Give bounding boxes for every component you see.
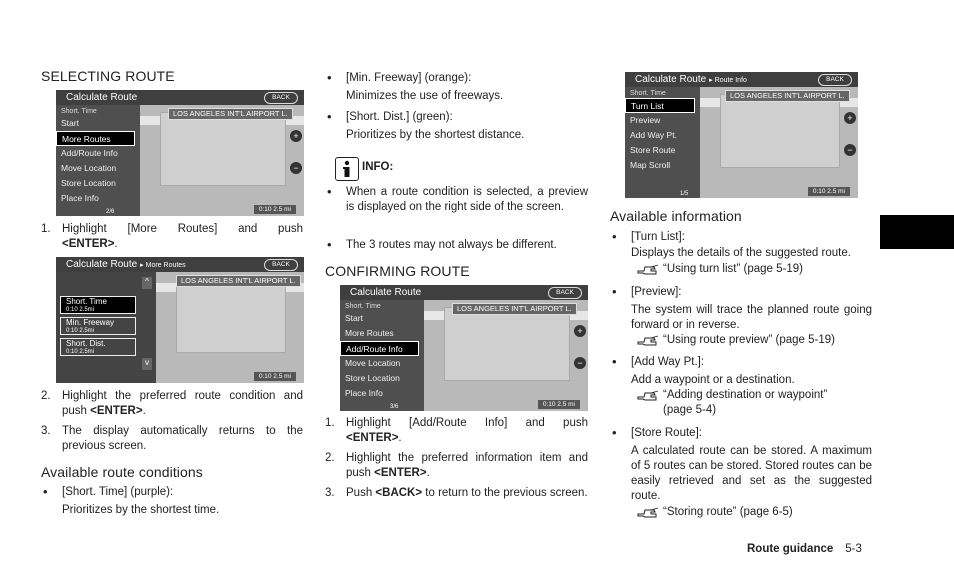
menu-item-store-location: Store Location [345,373,400,383]
map-area [720,94,840,168]
bullet-short-time [41,485,303,521]
menu-item-move-location: Move Location [345,358,401,368]
step-punct: . [398,432,402,444]
menu-item-map-scroll: Map Scroll [630,160,671,170]
step-1 [41,222,303,254]
reference-hand-icon [637,507,659,519]
step-text [346,486,588,501]
bullet-icon: • [612,425,617,440]
back-key: <BACK> [375,487,423,499]
page-footer [747,543,862,555]
screen-title: Calculate Route [66,92,138,103]
step-text [346,451,588,481]
route-menu [340,300,424,411]
bullet-label: [Short. Dist.] (green): [346,111,453,123]
step-number: 1. [325,417,335,429]
enter-key: <ENTER> [90,405,143,417]
bullet-label: [Preview]: [631,286,682,298]
menu-header: Short. Time [345,303,381,310]
chevron-up-icon: ^ [142,277,152,289]
route-info-menu [625,87,700,198]
menu-item-store-location: Store Location [61,178,116,188]
menu-item-add-route-info: Add/Route Info [61,148,118,158]
destination-label: LOS ANGELES INT'L AIRPORT L. [452,303,577,315]
bullet-turn-list [610,230,872,280]
route-menu [56,105,140,216]
destination-label: LOS ANGELES INT'L AIRPORT L. [176,275,301,287]
bullet-description: Add a waypoint or a destination. [631,374,795,386]
back-button: BACK [264,92,298,104]
bullet-min-freeway [325,71,588,107]
menu-item-preview: Preview [630,115,661,125]
bullet-label: [Turn List]: [631,231,685,243]
route-summary: 0:10 2.5 mi [254,205,296,214]
step-text-main: Highlight the preferred information item and push [346,452,588,479]
zoom-out-icon: − [844,144,856,156]
route-name: Min. Freeway [66,318,115,327]
map-area [444,307,570,381]
menu-item-move-location: Move Location [61,163,117,173]
route-summary: 0:10 2.5 mi [538,400,580,409]
bullet-icon: • [612,284,617,299]
step-text-bold-line [62,237,303,252]
menu-item-more-routes: More Routes [56,131,135,146]
reference-hand-icon [637,264,659,276]
subheading-available-information: Available information [610,208,742,224]
step-text [62,389,303,419]
reference-text: “Using route preview” (page 5-19) [663,334,835,346]
step-punct: . [114,238,118,250]
menu-item-more-routes: More Routes [345,328,394,338]
step-2 [325,451,588,483]
step-text-main: Highlight the preferred route condition and push [62,390,303,417]
menu-item-place-info: Place Info [61,193,99,203]
bullet-label: [Min. Freeway] (orange): [346,72,472,84]
info-text: When a route condition is selected, a preview is displayed on the right side of the screen. [346,186,588,213]
reference-text: “Using turn list” (page 5-19) [663,263,803,275]
enter-key: <ENTER> [346,432,399,444]
route-summary: 0:10 2.5 mi [254,372,296,381]
info-bullet-2 [325,238,588,256]
menu-header: Short. Time [630,90,666,97]
menu-item-add-route-info: Add/Route Info [340,341,419,356]
route-info: 0:10 2.5mi [66,307,95,313]
step-3 [325,486,588,518]
screen-title: Calculate Route [66,259,138,270]
map-area [160,112,286,186]
bullet-icon: • [327,184,332,199]
route-option-short-time [60,296,136,314]
zoom-in-icon: + [844,112,856,124]
reference-text: “Storing route” (page 6-5) [663,506,793,518]
route-summary: 0:10 2.5 mi [808,187,850,196]
back-button: BACK [818,74,852,86]
bullet-description: Prioritizes by the shortest time. [62,504,220,516]
step-number: 3. [41,425,51,437]
reference-hand-icon [637,335,659,347]
bullet-label: [Add Way Pt.]: [631,356,705,368]
heading-selecting-route: SELECTING ROUTE [41,68,175,84]
screen-subtitle: ▸ Route Info [709,77,747,84]
routes-panel [56,272,156,383]
bullet-description: The system will trace the planned route going forward or in reverse. [631,304,872,331]
reference-hand-icon [637,390,659,402]
bullet-description: Minimizes the use of freeways. [346,90,504,102]
step-number: 2. [325,452,335,464]
screenshot-calculate-route [56,90,304,216]
step-text-bold-line [346,431,588,446]
bullet-icon: • [612,354,617,369]
reference-text: “Adding destination or waypoint” (page 5-4) [663,389,828,416]
bullet-short-dist [325,110,588,146]
page-indicator: 1/5 [680,191,689,197]
menu-header: Short. Time [61,108,97,115]
step-text-pre: Push [346,487,373,499]
step-number: 1. [41,223,51,235]
back-button: BACK [548,287,582,299]
chapter-tab [880,215,954,249]
bullet-description: Prioritizes by the shortest distance. [346,129,525,141]
menu-item-add-way-pt: Add Way Pt. [630,130,677,140]
info-icon [335,157,359,181]
bullet-add-way-pt [610,355,872,419]
footer-section: Route guidance [747,543,834,555]
step-text-main: to return to the previous screen. [425,487,588,499]
bullet-icon: • [327,70,332,85]
enter-key: <ENTER> [62,238,115,250]
bullet-icon: • [327,109,332,124]
page-indicator: 3/6 [390,404,399,410]
screenshot-route-info [625,72,858,198]
screenshot-add-route-info [340,285,588,411]
screen-title: Calculate Route [350,287,422,298]
screen-title: Calculate Route [635,74,707,85]
route-option-short-dist [60,338,136,356]
route-name: Short. Dist. [66,339,106,348]
step-1 [325,416,588,448]
bullet-icon: • [43,484,48,499]
page-indicator: 2/6 [106,209,115,215]
enter-key: <ENTER> [374,467,427,479]
step-2 [41,389,303,421]
step-number: 3. [325,487,335,499]
bullet-icon: • [612,229,617,244]
back-button: BACK [264,259,298,271]
destination-label: LOS ANGELES INT'L AIRPORT L. [725,90,850,102]
menu-item-place-info: Place Info [345,388,383,398]
zoom-in-icon: + [290,130,302,142]
step-3 [41,424,303,456]
zoom-out-icon: − [290,162,302,174]
info-text: The 3 routes may not always be different. [346,239,557,251]
zoom-out-icon: − [574,357,586,369]
chevron-down-icon: v [142,358,152,370]
map-area [176,279,286,353]
screenshot-more-routes [56,257,304,383]
info-label: INFO: [362,161,394,173]
zoom-in-icon: + [574,325,586,337]
step-text-line: Highlight [More Routes] and push [62,223,303,235]
step-number: 2. [41,390,51,402]
bullet-icon: • [327,237,332,252]
screen-subtitle: ▸ More Routes [140,262,186,269]
bullet-preview [610,285,872,349]
step-text-line: Highlight [Add/Route Info] and push [346,417,588,429]
route-name: Short. Time [66,297,107,306]
step-punct: . [426,467,430,479]
route-info: 0:10 2.5mi [66,349,95,355]
route-info: 0:10 2.5mi [66,328,95,334]
bullet-description: A calculated route can be stored. A maximum of 5 routes can be stored. Stored routes can be easily retrieved and set as the suggested route. [631,445,872,502]
subheading-route-conditions: Available route conditions [41,464,203,480]
menu-item-start: Start [345,313,363,323]
bullet-label: [Store Route]: [631,427,702,439]
route-option-min-freeway [60,317,136,335]
menu-item-start: Start [61,118,79,128]
heading-confirming-route: CONFIRMING ROUTE [325,263,470,279]
step-text: The display automatically returns to the previous screen. [62,425,303,452]
bullet-label: [Short. Time] (purple): [62,486,174,498]
bullet-store-route [610,426,872,522]
bullet-description: Displays the details of the suggested route. [631,247,851,259]
destination-label: LOS ANGELES INT'L AIRPORT L. [168,108,293,120]
menu-item-store-route: Store Route [630,145,676,155]
step-punct: . [142,405,146,417]
page-number: 5-3 [845,543,862,555]
menu-item-turn-list: Turn List [625,98,695,113]
info-bullet-1 [325,185,588,233]
